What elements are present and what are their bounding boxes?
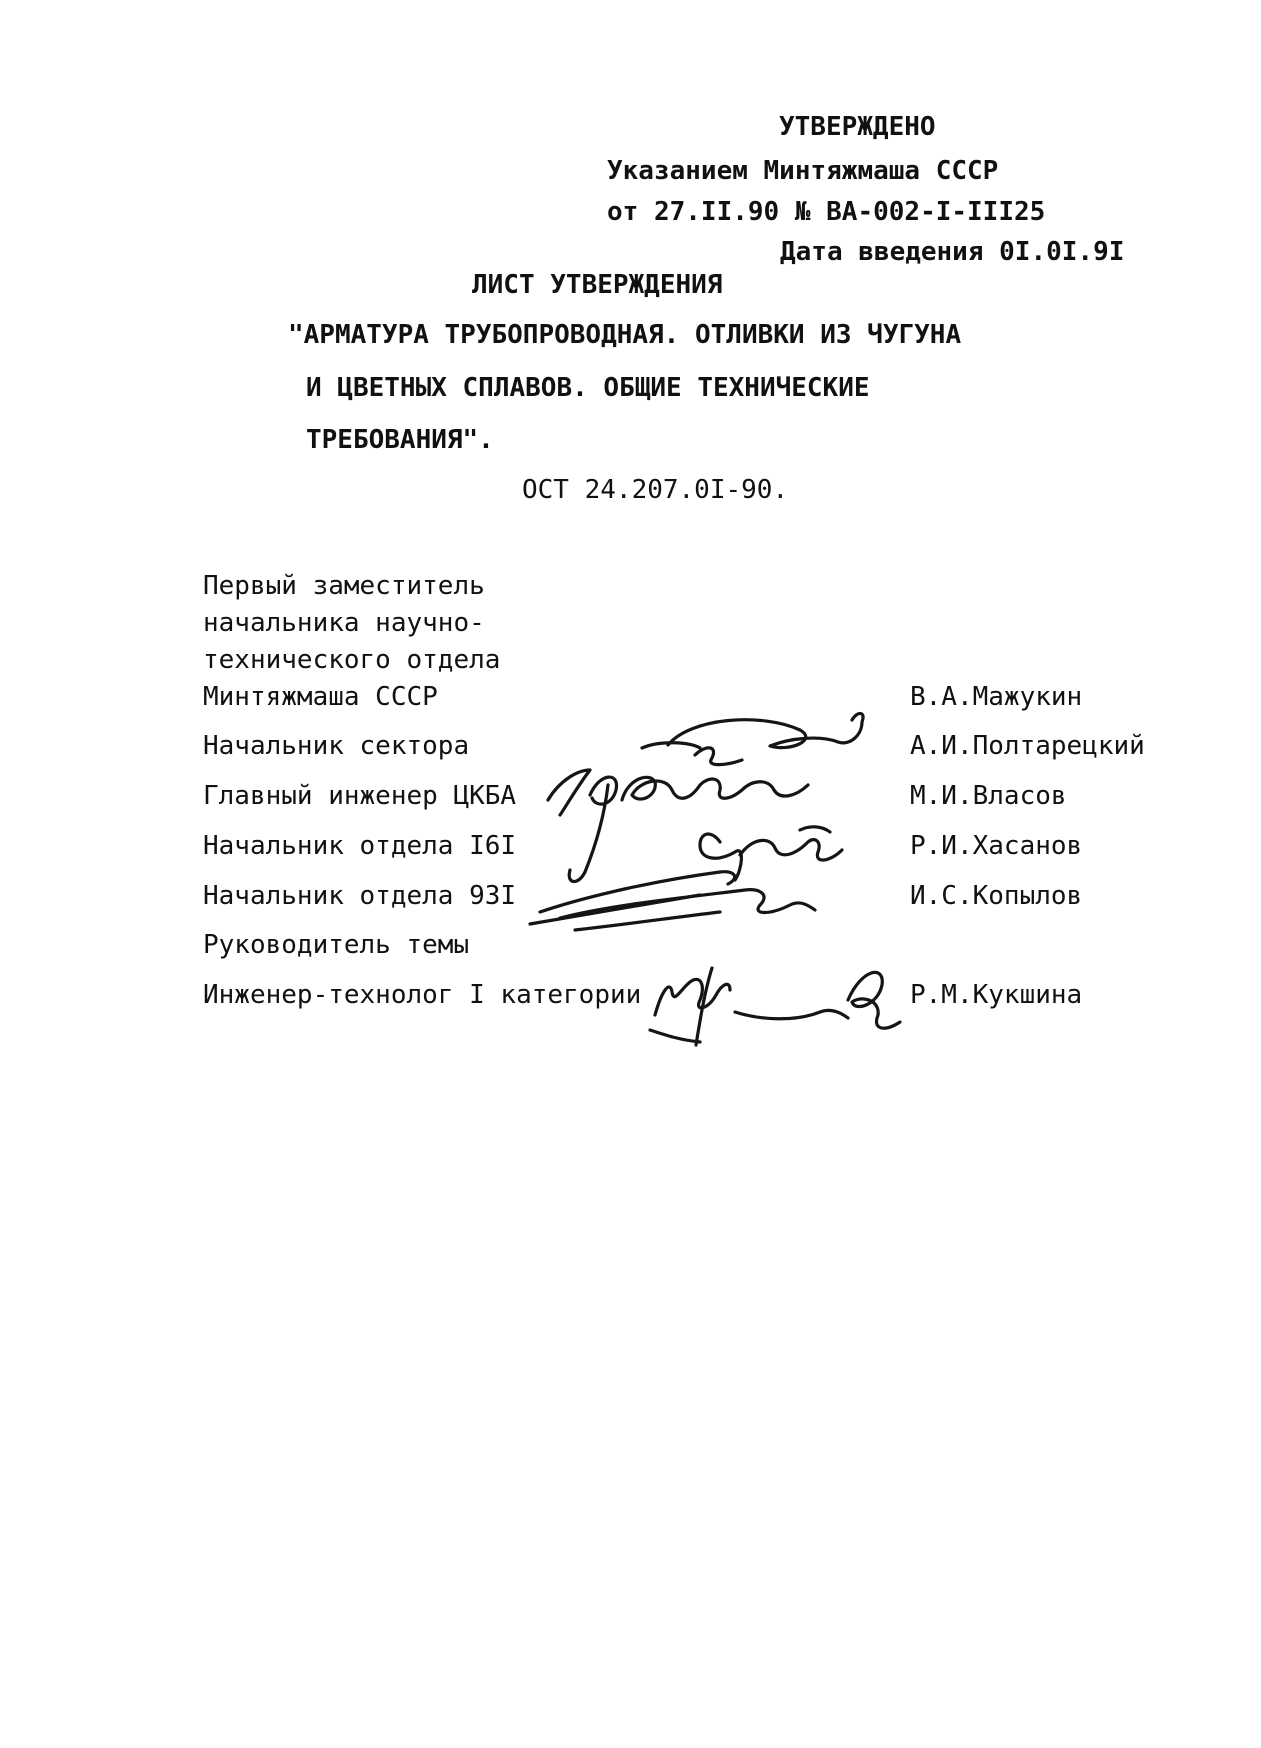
approval-order-line: Указанием Минтяжмаша СССР — [607, 156, 999, 186]
signature-chief-engineer — [548, 770, 808, 882]
signatory-3-position: Главный инженер ЦКБА — [203, 781, 517, 811]
signature-engineer-technologist — [650, 968, 900, 1045]
signatory-6-name: Р.М.Кукшина — [910, 980, 1083, 1010]
signatory-2-name: А.И.Полтарецкий — [910, 731, 1145, 761]
sheet-title: ЛИСТ УТВЕРЖДЕНИЯ — [472, 270, 723, 300]
document-title-line-2: И ЦВЕТНЫХ СПЛАВОВ. ОБЩИЕ ТЕХНИЧЕСКИЕ — [306, 373, 870, 403]
approved-label: УТВЕРЖДЕНО — [779, 112, 936, 142]
effective-date-line: Дата введения 0I.0I.9I — [780, 237, 1125, 267]
signatory-6-position-line-1: Руководитель темы — [203, 930, 470, 960]
signatory-1-position-line-3: технического отдела — [203, 645, 501, 675]
signatory-1-position-line-1: Первый заместитель — [203, 571, 485, 601]
signatory-3-name: М.И.Власов — [910, 781, 1067, 811]
signatory-2-position: Начальник сектора — [203, 731, 470, 761]
signatory-4-name: Р.И.Хасанов — [910, 831, 1083, 861]
signature-dept-161-head — [700, 827, 842, 880]
signatory-1-position-line-2: начальника научно- — [203, 608, 485, 638]
document-title-line-3: ТРЕБОВАНИЯ". — [306, 425, 494, 455]
signatory-5-position: Начальник отдела 93I — [203, 881, 517, 911]
signatory-6-position-line-2: Инженер-технолог I категории — [203, 980, 642, 1010]
approval-number-line: от 27.II.90 № ВА-002-I-III25 — [607, 197, 1046, 227]
signatory-4-position: Начальник отдела I6I — [203, 831, 517, 861]
standard-code: ОСТ 24.207.0I-90. — [522, 475, 789, 505]
document-title-line-1: "АРМАТУРА ТРУБОПРОВОДНАЯ. ОТЛИВКИ ИЗ ЧУГУНА — [288, 320, 962, 350]
signature-sector-head — [642, 713, 863, 764]
signature-dept-931-head — [530, 872, 815, 930]
signatory-1-name: В.А.Мажукин — [910, 682, 1083, 712]
signatory-5-name: И.С.Копылов — [910, 881, 1083, 911]
signatory-1-position-line-4: Минтяжмаша СССР — [203, 682, 438, 712]
